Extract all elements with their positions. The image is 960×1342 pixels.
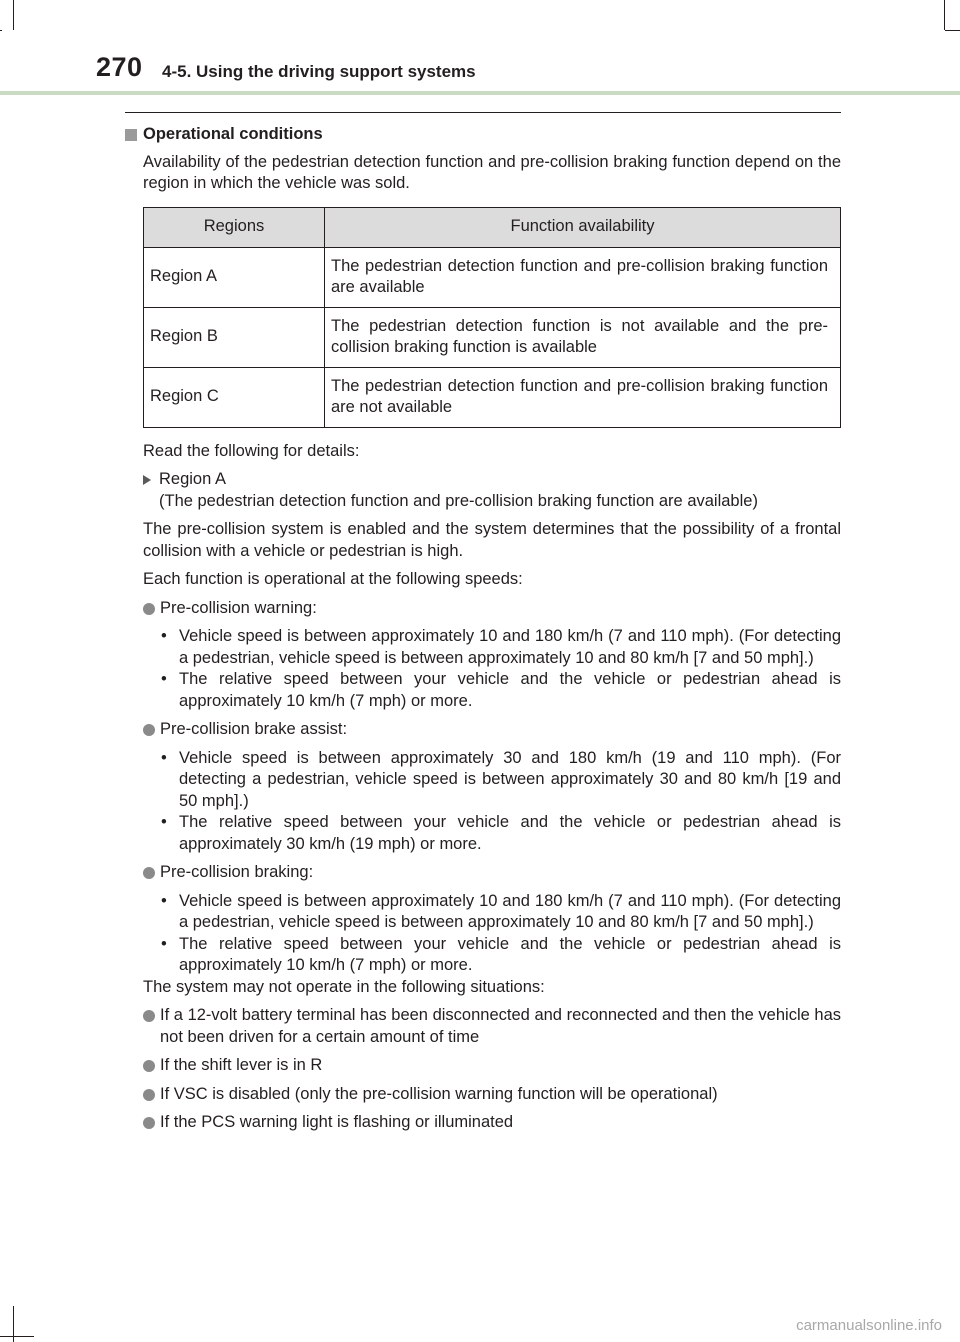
- circle-bullet-icon: [143, 603, 155, 615]
- heading-label: Operational conditions: [143, 125, 323, 143]
- condition-text: The relative speed between your vehicle and the vehicle or pedestrian ahead is approximately 30 km/h (19 mph) or more.: [179, 813, 841, 853]
- circle-bullet-icon: [143, 1010, 155, 1022]
- intro-paragraph: Availability of the pedestrian detection function and pre-collision braking function depend on the region in which the vehicle was sold.: [143, 152, 841, 192]
- condition-text: Vehicle speed is between approximately 10 and 180 km/h (7 and 110 mph). (For detecting a pedestrian, vehicle speed is between approximately 10 and 80 km/h [7 and 50 mph].): [179, 627, 841, 667]
- function-item: [143, 598, 841, 620]
- operational-heading: [125, 124, 841, 146]
- availability-cell: The pedestrian detection function is not available and the pre-collision braking function is available: [325, 307, 841, 367]
- situation-item: [143, 1005, 841, 1048]
- function-item: [143, 862, 841, 884]
- region-a-title: Region A: [159, 470, 226, 488]
- situation-text: If the PCS warning light is flashing or illuminated: [160, 1113, 514, 1131]
- not-operate-intro: The system may not operate in the following situations:: [143, 977, 545, 996]
- square-bullet-icon: [125, 129, 137, 141]
- condition-item: [161, 626, 841, 669]
- section-title: 4-5. Using the driving support systems: [162, 62, 476, 81]
- page-number: 270: [96, 52, 143, 82]
- situation-item: [143, 1055, 841, 1077]
- function-item: [143, 719, 841, 741]
- condition-text: Vehicle speed is between approximately 10 and 180 km/h (7 and 110 mph). (For detecting a pedestrian, vehicle speed is between approximately 10 and 80 km/h [7 and 50 mph].): [179, 891, 841, 931]
- crop-mark: [0, 1336, 34, 1337]
- condition-item: [161, 934, 841, 977]
- regions-table: [143, 207, 841, 428]
- function-title: Pre-collision warning:: [160, 598, 317, 617]
- availability-cell: The pedestrian detection function and pre-collision braking function are not available: [325, 367, 841, 427]
- table-header: Function availability: [325, 207, 841, 247]
- region-a-subtitle: (The pedestrian detection function and pre-collision braking function are available): [159, 491, 758, 510]
- condition-text: The relative speed between your vehicle and the vehicle or pedestrian ahead is approximately 10 km/h (7 mph) or more.: [179, 670, 841, 710]
- table-header: Regions: [144, 207, 325, 247]
- table-header-row: [144, 207, 841, 247]
- situation-text: If VSC is disabled (only the pre-collision warning function will be operational): [160, 1084, 718, 1103]
- bullet-icon: •: [161, 891, 167, 910]
- function-title: Pre-collision brake assist:: [160, 720, 348, 738]
- divider: [125, 112, 841, 113]
- bullet-icon: •: [161, 670, 167, 688]
- condition-item: [161, 669, 841, 712]
- situation-item: [143, 1084, 841, 1106]
- triangle-bullet-icon: [143, 475, 151, 485]
- condition-item: [161, 891, 841, 934]
- circle-bullet-icon: [143, 1060, 155, 1072]
- read-details: Read the following for details:: [143, 441, 360, 460]
- region-a-item: [143, 469, 841, 512]
- bullet-icon: •: [161, 813, 167, 831]
- situation-text: If a 12-volt battery terminal has been disconnected and reconnected and then the vehicle has not been driven for a certain amount of time: [160, 1006, 841, 1046]
- situation-text: If the shift lever is in R: [160, 1056, 323, 1074]
- region-cell: Region B: [144, 307, 325, 367]
- bullet-icon: •: [161, 934, 167, 953]
- region-cell: Region C: [144, 367, 325, 427]
- bullet-icon: •: [161, 627, 167, 645]
- function-title: Pre-collision braking:: [160, 863, 314, 881]
- circle-bullet-icon: [143, 724, 155, 736]
- header-rule: [0, 91, 960, 95]
- speeds-intro: Each function is operational at the following speeds:: [143, 570, 523, 588]
- table-row: [144, 307, 841, 367]
- watermark: carmanualsonline.info: [796, 1317, 942, 1334]
- condition-item: [161, 812, 841, 855]
- circle-bullet-icon: [143, 1089, 155, 1101]
- availability-cell: The pedestrian detection function and pre-collision braking function are available: [325, 247, 841, 307]
- bullet-icon: •: [161, 748, 167, 767]
- enabled-paragraph: The pre-collision system is enabled and the system determines that the possibility of a frontal collision with a vehicle or pedestrian is high.: [143, 520, 841, 560]
- condition-item: [161, 748, 841, 813]
- situation-item: [143, 1112, 841, 1134]
- page-header: [0, 0, 960, 96]
- condition-text: The relative speed between your vehicle and the vehicle or pedestrian ahead is approximately 10 km/h (7 mph) or more.: [179, 934, 841, 974]
- circle-bullet-icon: [143, 1117, 155, 1129]
- condition-text: Vehicle speed is between approximately 30 and 180 km/h (19 and 110 mph). (For detecting a pedestrian, vehicle speed is between approximately 30 and 80 km/h [19 and 50 mph].): [179, 748, 841, 810]
- circle-bullet-icon: [143, 867, 155, 879]
- region-cell: Region A: [144, 247, 325, 307]
- table-row: [144, 367, 841, 427]
- table-row: [144, 247, 841, 307]
- page-content: [125, 124, 841, 1134]
